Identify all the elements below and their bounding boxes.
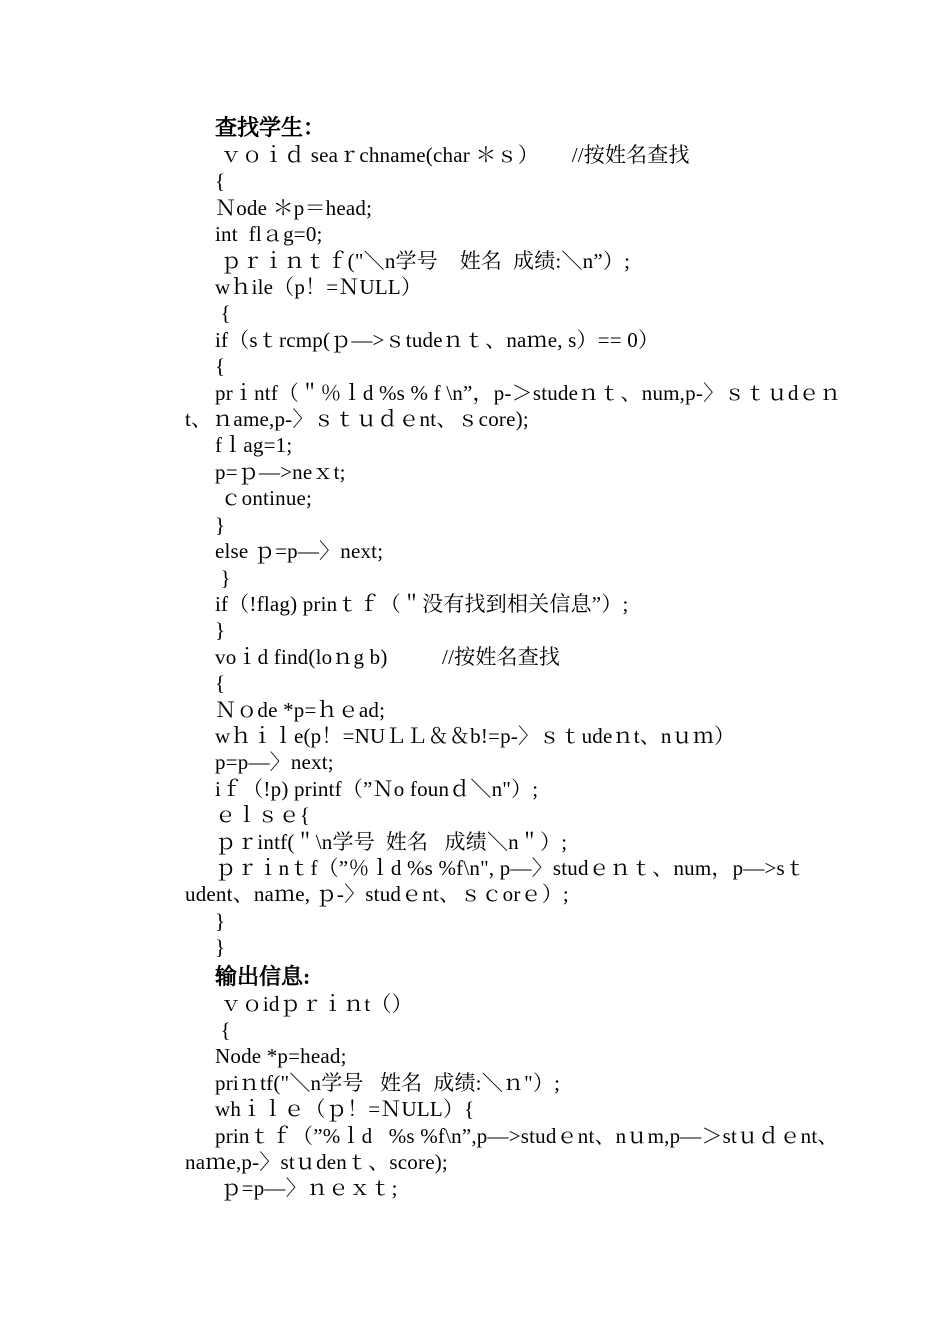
code-line: prｉntf（＂％ｌd %s % f \n”，p-＞studeｎｔ、num,p-〉ｓｔｕdｅｎt、ｎame,p-〉ｓｔｕｄｅnt、ｓcore);: [185, 380, 841, 432]
code-line: ｐ=p—〉ｎｅｘｔ;: [215, 1176, 398, 1201]
code-line: voｉd find(loｎg b) //按姓名查找: [215, 644, 561, 669]
code-line: ｃontinue;: [215, 486, 313, 511]
code-line: }: [215, 565, 231, 590]
code-line: Ｎｏde *p=ｈｅad;: [215, 697, 386, 722]
code-line: whｉｌｅ（ｐ！=ＮULL）{: [215, 1097, 475, 1122]
code-line: }: [215, 618, 226, 643]
code-line: if（sｔrcmp(ｐ—>ｓtudeｎｔ、naｍe, s）== 0）: [215, 327, 660, 352]
document-body: [185, 114, 845, 1202]
code-line: wｈile（p！=ＮULL）: [215, 275, 423, 300]
code-line: {: [215, 301, 231, 326]
code-line: ｐｒｉnｔf（”％ｌd %s %f\n", p—〉studｅｎｔ、num，p—>sｔudent、naｍe, ｐ-〉studｅnt、ｓｃorｅ）;: [185, 855, 807, 907]
code-line: p=ｐ—>neｘt;: [215, 459, 346, 484]
code-line: prinｔｆ（”%ｌd %s %f\n”,p—>studｅnt、nｕm,p—＞stｕｄｅnt、naｍe,p-〉stｕdenｔ、score);: [185, 1123, 839, 1175]
code-line: {: [215, 671, 226, 696]
code-line: else ｐ=p—〉next;: [215, 539, 384, 564]
section-heading-search-student: 查找学生：: [215, 115, 326, 140]
code-line: ｐｒｉｎｔｆ("＼n学号 姓名 成绩:＼n”）;: [215, 248, 631, 273]
code-line: iｆ（!p) printf（”Ｎo founｄ＼n"）;: [215, 776, 539, 801]
code-line: {: [215, 354, 226, 379]
code-line: }: [215, 512, 226, 537]
code-line: wｈｉｌe(p！=NUＬＬ＆＆b!=p-〉ｓｔudeｎt、nｕｍ）: [215, 723, 736, 748]
code-line: fｌag=1;: [215, 433, 293, 458]
code-line: p=p—〉next;: [215, 750, 334, 775]
code-line: ｅｌｓｅ{: [215, 803, 311, 828]
code-line: }: [215, 935, 226, 960]
code-line: priｎtf("＼n学号 姓名 成绩:＼ｎ"）;: [215, 1070, 561, 1095]
code-line: }: [215, 908, 226, 933]
code-line: {: [215, 1018, 231, 1042]
code-line: ｐｒintf(＂\n学号 姓名 成绩＼n＂）;: [215, 829, 568, 854]
code-line: Node *p=head;: [215, 1044, 347, 1069]
code-line: {: [215, 169, 226, 194]
section-heading-output-info: 输出信息:: [215, 963, 311, 989]
code-line: if（!flag) prinｔｆ（＂没有找到相关信息”）;: [215, 591, 629, 616]
code-line: Ｎode ＊p＝head;: [215, 195, 373, 220]
code-line: ｖｏidｐｒｉｎt（）: [215, 991, 413, 1016]
code-line: ｖｏｉｄ seaｒchname(char ＊ｓ） //按姓名查找: [215, 143, 690, 167]
code-line: int flａg=0;: [215, 222, 323, 247]
